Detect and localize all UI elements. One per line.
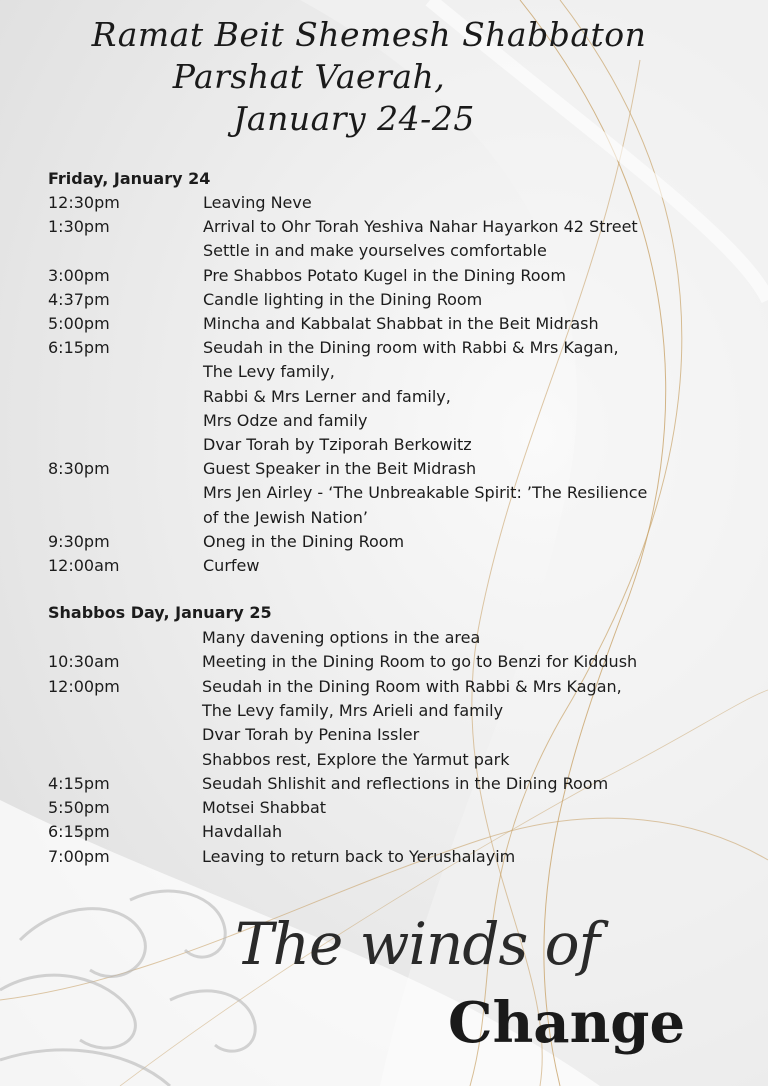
schedule-description: Dvar Torah by Penina Issler	[202, 725, 420, 745]
closing-change-word: Change	[448, 990, 686, 1056]
schedule-time: 7:00pm	[48, 846, 110, 866]
schedule-time: 4:15pm	[48, 773, 110, 793]
schedule-time: 9:30pm	[48, 531, 110, 551]
schedule-time: 4:37pm	[48, 289, 110, 309]
schedule-description: Arrival to Ohr Torah Yeshiva Nahar Hayarkon 42 Street	[203, 217, 638, 237]
schedule-description: Mrs Odze and family	[203, 410, 368, 430]
schedule-description: Oneg in the Dining Room	[203, 531, 405, 551]
schedule-description: Seudah in the Dining room with Rabbi & Mrs Kagan,	[203, 338, 619, 358]
schedule-description: Mrs Jen Airley - ‘The Unbreakable Spirit: ’The Resilience	[203, 483, 648, 503]
schedule-description: of the Jewish Nation’	[203, 507, 369, 527]
schedule-description: Rabbi & Mrs Lerner and family,	[203, 386, 451, 406]
title-line-1: Ramat Beit Shemesh Shabbaton	[91, 15, 647, 54]
schedule-time: 5:00pm	[48, 314, 110, 333]
schedule-description: Shabbos rest, Explore the Yarmut park	[202, 749, 510, 769]
schedule-description: Meeting in the Dining Room to go to Benzi for Kiddush	[202, 652, 638, 672]
schedule-description: Motsei Shabbat	[202, 798, 327, 818]
schedule-time: 12:00pm	[48, 676, 120, 696]
event-title	[0, 14, 768, 140]
schedule-time: 1:30pm	[48, 217, 110, 237]
schedule-description: The Levy family, Mrs Arieli and family	[202, 700, 504, 720]
schedule-time: 5:50pm	[48, 798, 110, 818]
schedule-description: Guest Speaker in the Beit Midrash	[203, 459, 477, 479]
schedule-description: Havdallah	[202, 822, 283, 842]
schedule-description: Dvar Torah by Tziporah Berkowitz	[203, 435, 472, 454]
schedule-description: Settle in and make yourselves comfortable	[203, 241, 547, 261]
shabbos-heading: Shabbos Day, January 25	[48, 603, 272, 622]
schedule-description: Pre Shabbos Potato Kugel in the Dining Room	[203, 265, 566, 285]
title-line-2: Parshat Vaerah,	[172, 57, 446, 96]
schedule-time: 6:15pm	[48, 822, 110, 842]
schedule-time: 12:00am	[48, 556, 120, 575]
schedule-description: Mincha and Kabbalat Shabbat in the Beit Midrash	[203, 314, 599, 333]
schedule-time: 10:30am	[48, 652, 120, 672]
schedule-time: 8:30pm	[48, 459, 110, 479]
schedule-description: Curfew	[203, 556, 260, 575]
schedule-time: 6:15pm	[48, 338, 110, 358]
closing-script-line: The winds of	[235, 910, 600, 978]
schedule-time: 3:00pm	[48, 265, 110, 285]
schedule-time: 12:30pm	[48, 193, 120, 212]
friday-heading: Friday, January 24	[48, 169, 211, 188]
schedule-description: Leaving Neve	[203, 193, 312, 212]
schedule-description: Many davening options in the area	[202, 628, 481, 647]
schedule-description: Seudah Shlishit and reflections in the Dining Room	[202, 773, 609, 793]
schedule-description: The Levy family,	[203, 362, 335, 382]
schedule-description: Seudah in the Dining Room with Rabbi & Mrs Kagan,	[202, 676, 622, 696]
schedule-description: Candle lighting in the Dining Room	[203, 289, 483, 309]
title-line-3: January 24-25	[233, 99, 475, 138]
schedule-description: Leaving to return back to Yerushalayim	[202, 846, 516, 866]
